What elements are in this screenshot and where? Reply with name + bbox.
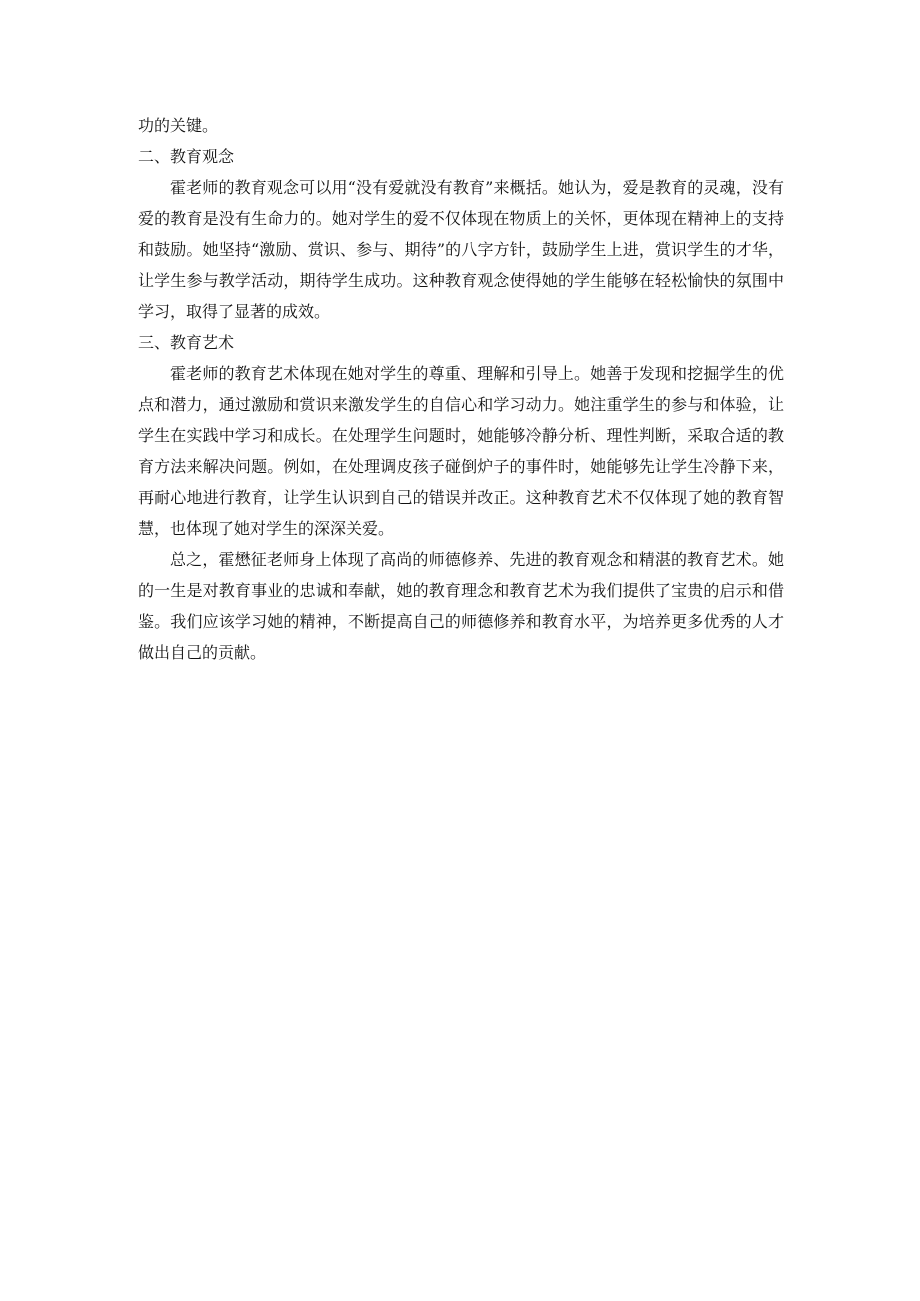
continuation-text: 功的关键。 <box>138 116 219 135</box>
paragraph-education-art: 霍老师的教育艺术体现在她对学生的尊重、理解和引导上。她善于发现和挖掘学生的优点和潜力，通过激励和赏识来激发学生的自信心和学习动力。她注重学生的参与和体验，让学生在实践中学习和成长。在处理学生问题时，她能够冷静分析、理性判断，采取合适的教育方法来解决问题。例如，在处理调皮孩子碰倒炉子的事件时，她能够先让学生冷静下来，再耐心地进行教育，让学生认识到自己的错误并改正。这种教育艺术不仅体现了她的教育智慧，也体现了她对学生的深深关爱。 <box>138 364 784 538</box>
document-body <box>138 110 784 668</box>
section-heading-education-art: 三、教育艺术 <box>138 333 235 352</box>
paragraph-conclusion: 总之，霍懋征老师身上体现了高尚的师德修养、先进的教育观念和精湛的教育艺术。她的一生是对教育事业的忠诚和奉献，她的教育理念和教育艺术为我们提供了宝贵的启示和借鉴。我们应该学习她的精神，不断提高自己的师德修养和教育水平，为培养更多优秀的人才做出自己的贡献。 <box>138 550 784 662</box>
paragraph-education-concept: 霍老师的教育观念可以用“没有爱就没有教育”来概括。她认为，爱是教育的灵魂，没有爱的教育是没有生命力的。她对学生的爱不仅体现在物质上的关怀，更体现在精神上的支持和鼓励。她坚持“激励、赏识、参与、期待”的八字方针，鼓励学生上进，赏识学生的才华，让学生参与教学活动，期待学生成功。这种教育观念使得她的学生能够在轻松愉快的氛围中学习，取得了显著的成效。 <box>138 178 784 321</box>
section-heading-education-concept: 二、教育观念 <box>138 147 235 166</box>
